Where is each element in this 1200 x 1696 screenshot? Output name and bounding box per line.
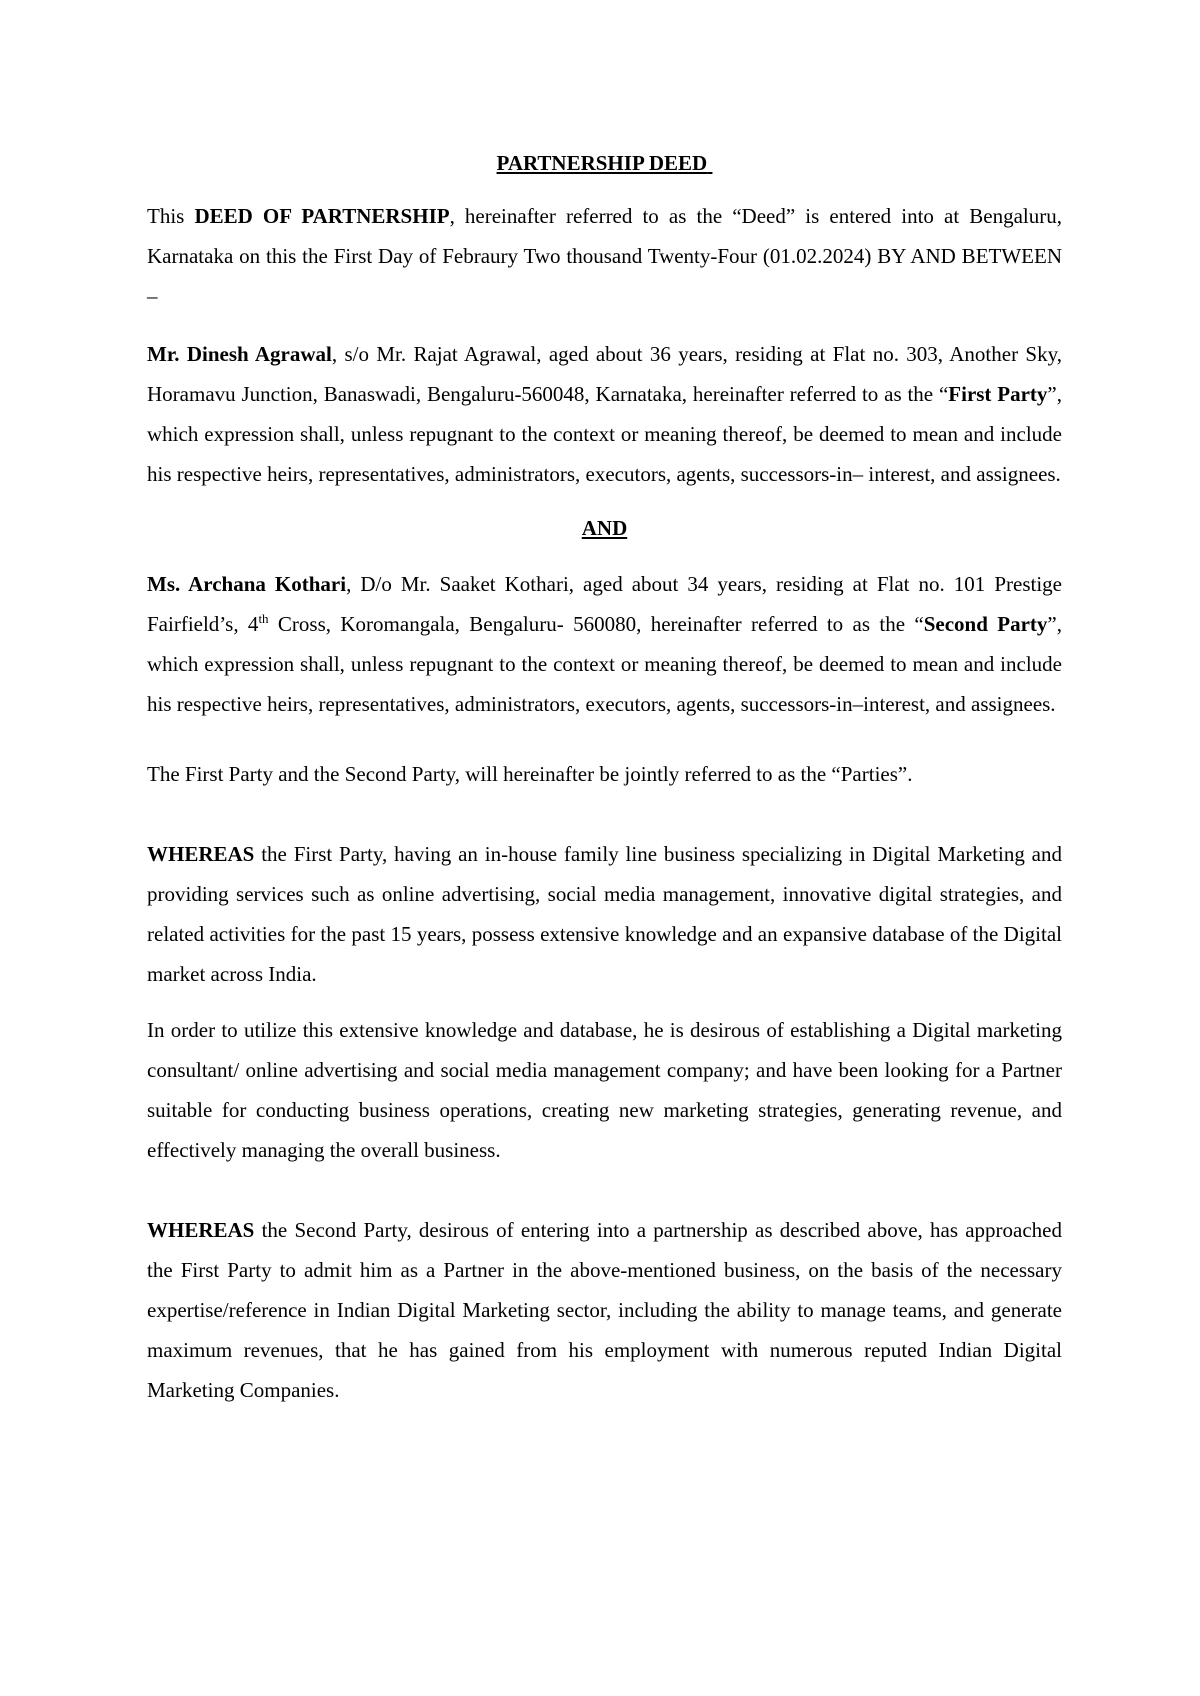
intro-text-2: , hereinafter referred to as the “Deed” is entered into at Bengaluru, Karnataka on this the First Day of Febraury Two thousand Twenty-Four (01.02.2024) BY AND BETWEEN – (147, 204, 1062, 308)
whereas-first-text: the First Party, having an in-house family line business specializing in Digital Marketing and providing services such as online advertising, social media management, innovative digital strategies, and related activities for the past 15 years, possess extensive knowledge and an expansive database of the Digital market across India. (147, 842, 1062, 986)
second-party-label: Second Party (923, 612, 1048, 636)
document-title-text: PARTNERSHIP DEED (496, 151, 708, 175)
and-heading: AND (581, 516, 628, 540)
whereas-second-text: the Second Party, desirous of entering into a partnership as described above, has approached the First Party to admit him as a Partner in the above-mentioned business, on the basis of the necessary expertise/reference in Indian Digital Marketing sector, including the ability to manage teams, and generate maximum revenues, that he has gained from his employment with numerous reputed Indian Digital Marketing Companies. (147, 1218, 1062, 1402)
order-paragraph: In order to utilize this extensive knowledge and database, he is desirous of establishing a Digital marketing consultant/ online advertising and social media management company; and have been looking for a Partner suitable for conducting business operations, creating new marketing strategies, generating revenue, and effectively managing the overall business. (147, 1018, 1062, 1162)
parties-paragraph: The First Party and the Second Party, will hereinafter be jointly referred to as the “Parties”. (147, 762, 913, 786)
second-party-name: Ms. Archana Kothari (147, 572, 347, 596)
ordinal-suffix: th (258, 611, 269, 626)
second-party-text-2: Cross, Koromangala, Bengaluru- 560080, hereinafter referred to as the “ (268, 612, 924, 636)
document-body (147, 143, 1062, 1410)
intro-paragraph (147, 196, 1062, 316)
intro-deed-name: DEED OF PARTNERSHIP (194, 204, 450, 228)
document-title (147, 143, 1062, 183)
first-party-name: Mr. Dinesh Agrawal (147, 342, 332, 366)
second-party-text-3: ”, which expression shall, unless repugnant to the context or meaning thereof, be deemed to mean and include his respective heirs, representatives, administrators, executors, agents, successors-in–interest, and assignees. (147, 612, 1062, 716)
whereas-second-paragraph (147, 1210, 1062, 1410)
second-party-paragraph (147, 564, 1062, 724)
whereas-second-keyword: WHEREAS (147, 1218, 255, 1242)
whereas-first-keyword: WHEREAS (147, 842, 255, 866)
first-party-label: First Party (948, 382, 1048, 406)
second-party-text-1: , D/o Mr. Saaket Kothari, aged about 34 years, residing at Flat no. 101 Prestige Fairfield’s, 4 (147, 572, 1062, 636)
whereas-first-paragraph (147, 834, 1062, 994)
first-party-paragraph (147, 334, 1062, 494)
intro-text-1: This (147, 204, 195, 228)
first-party-text-2: ”, which expression shall, unless repugnant to the context or meaning thereof, be deemed to mean and include his respective heirs, representatives, administrators, executors, agents, successors-in– interest, and assignees. (147, 382, 1062, 486)
first-party-text-1: , s/o Mr. Rajat Agrawal, aged about 36 years, residing at Flat no. 303, Another Sky, Horamavu Junction, Banaswadi, Bengaluru-560048, Karnataka, hereinafter referred to as the “ (147, 342, 1062, 406)
